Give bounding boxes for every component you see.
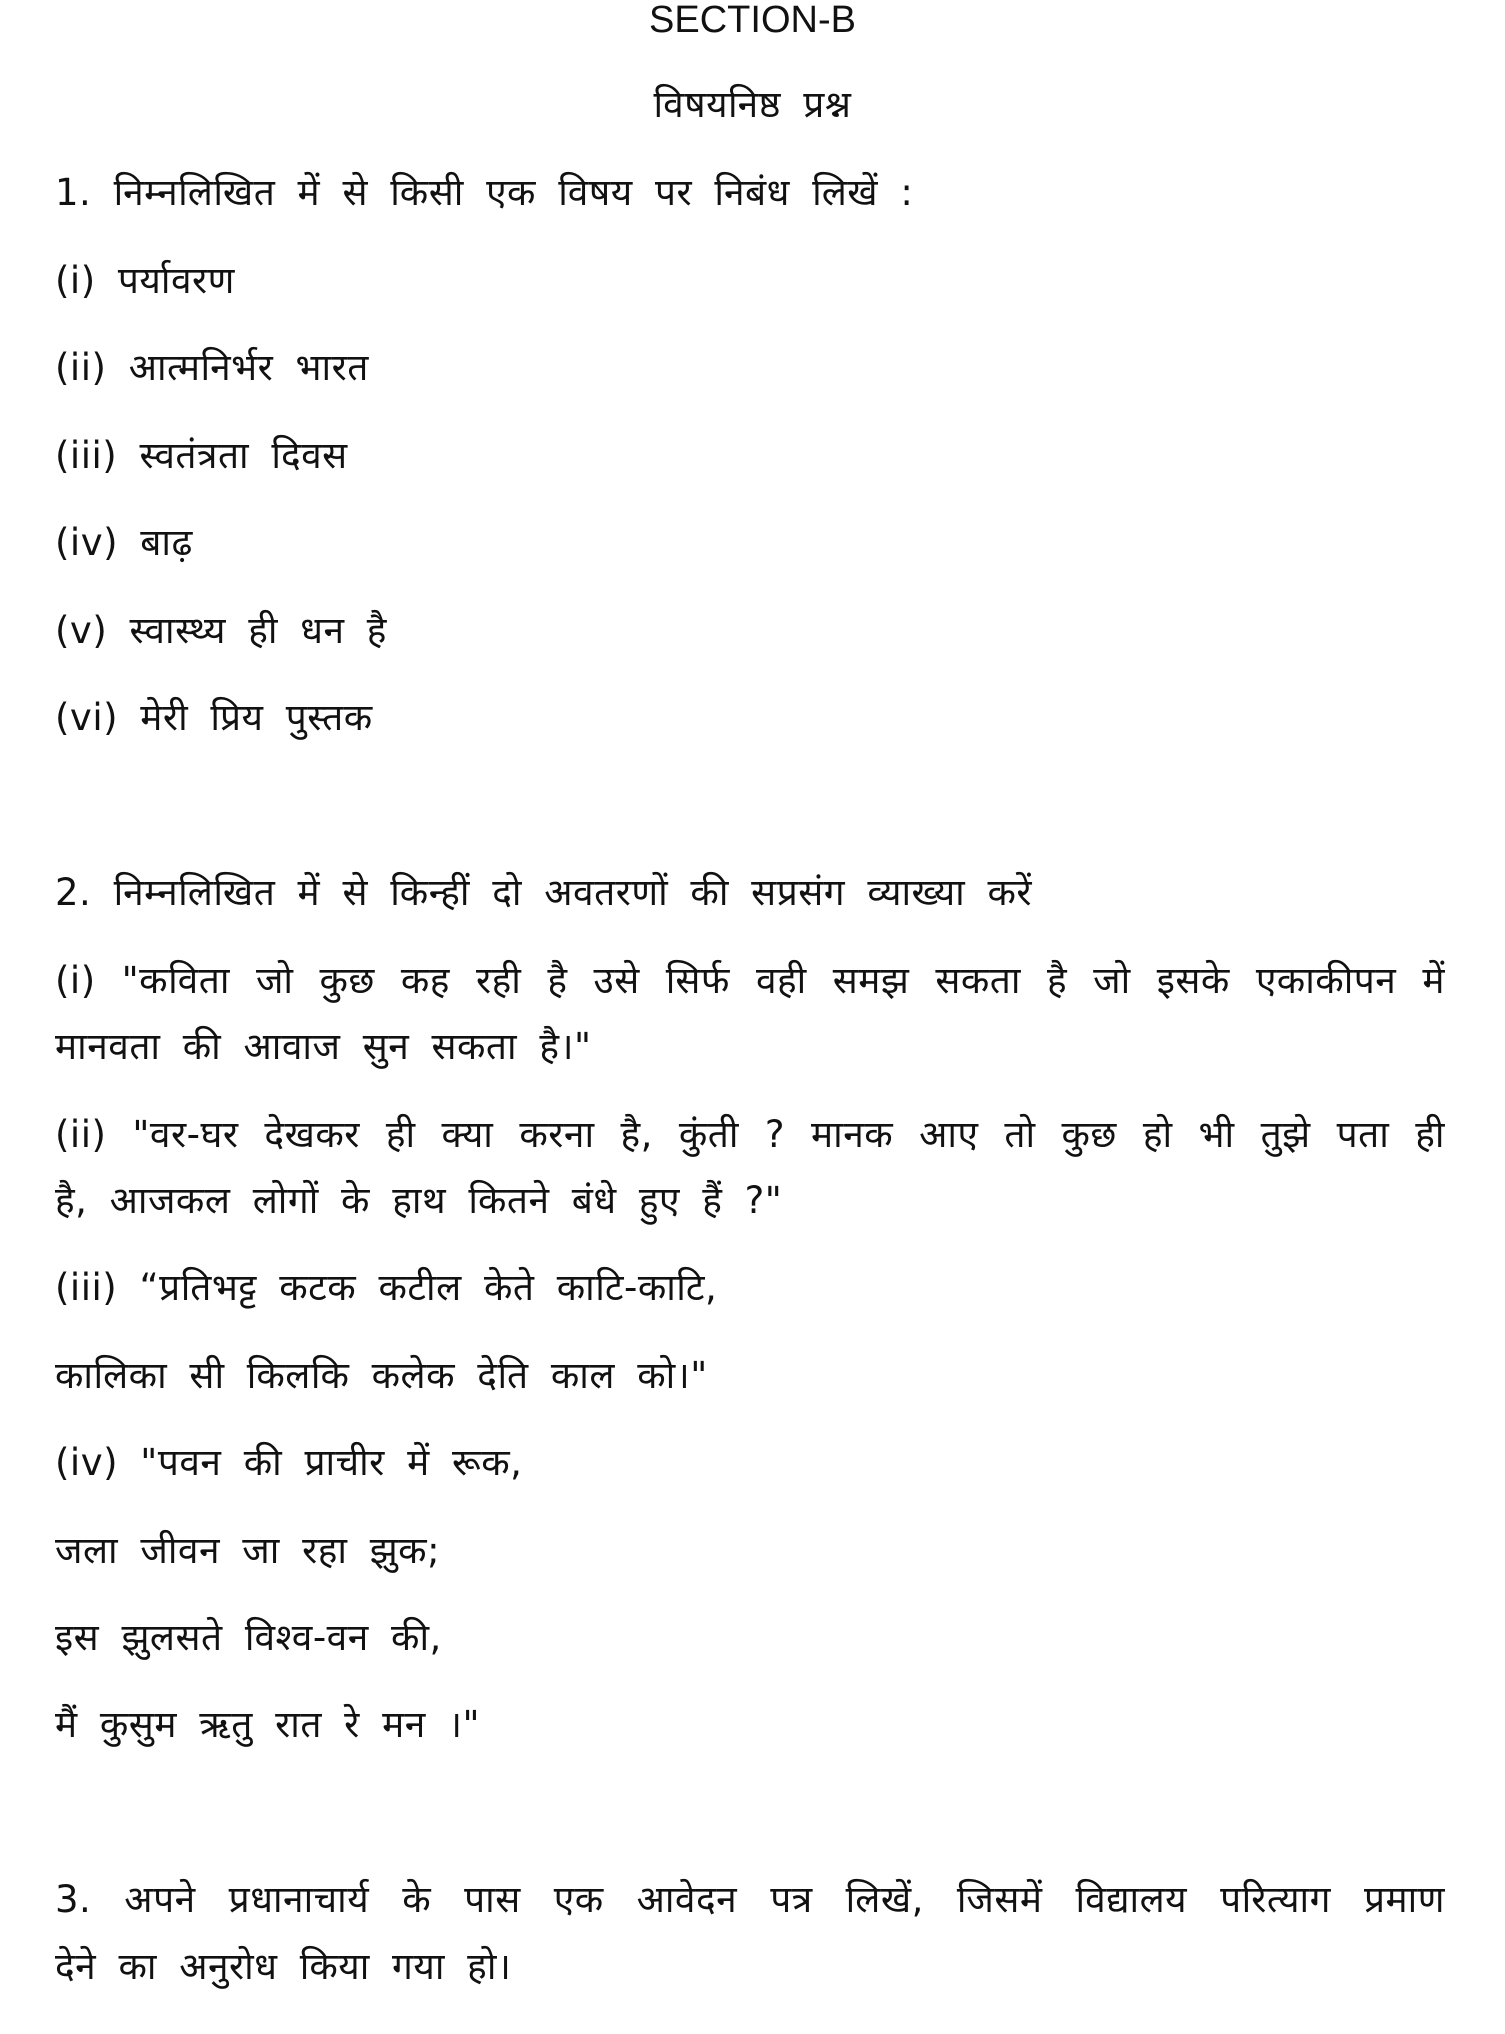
passage-3-line: कालिका सी किलकि कलेक देति काल को।"	[55, 1354, 708, 1397]
question-3-line: देने का अनुरोध किया गया हो।	[55, 1945, 512, 1988]
passage-2-line: है, आजकल लोगों के हाथ कितने बंधे हुए हैं ?"	[55, 1179, 783, 1222]
section-title: SECTION-B	[649, 0, 856, 41]
question-3-line: 3. अपने प्रधानाचार्य के पास एक आवेदन पत्र लिखें, जिसमें विद्यालय परित्याग प्रमाण	[55, 1878, 1445, 1921]
question-1-option: (v) स्वास्थ्य ही धन है	[55, 609, 387, 652]
question-2-prompt: 2. निम्नलिखित में से किन्हीं दो अवतरणों की सप्रसंग व्याख्या करें	[55, 871, 1033, 914]
passage-2-line: (ii) "वर-घर देखकर ही क्या करना है, कुंती ? मानक आए तो कुछ हो भी तुझे पता ही	[55, 1113, 1445, 1156]
passage-4-line: मैं कुसुम ऋतु रात रे मन ।"	[55, 1703, 481, 1746]
question-1-option: (ii) आत्मनिर्भर भारत	[55, 346, 369, 389]
passage-4-line: इस झुलसते विश्व-वन की,	[55, 1616, 442, 1659]
passage-4-line: जला जीवन जा रहा झुक;	[55, 1529, 441, 1572]
question-1-option: (vi) मेरी प्रिय पुस्तक	[55, 696, 373, 739]
question-1-prompt: 1. निम्नलिखित में से किसी एक विषय पर निबंध लिखें :	[55, 171, 914, 214]
question-1-option: (iv) बाढ़	[55, 521, 193, 564]
question-1-option: (i) पर्यावरण	[55, 259, 235, 302]
question-1-option: (iii) स्वतंत्रता दिवस	[55, 434, 348, 477]
passage-1-line: (i) "कविता जो कुछ कह रही है उसे सिर्फ वही समझ सकता है जो इसके एकाकीपन में	[55, 959, 1445, 1002]
passage-3-line: (iii) “प्रतिभट्ट कटक कटील केते काटि-काटि,	[55, 1266, 718, 1309]
section-subtitle: विषयनिष्ठ प्रश्न	[653, 83, 852, 126]
passage-1-line: मानवता की आवाज सुन सकता है।"	[55, 1025, 592, 1068]
passage-4-line: (iv) "पवन की प्राचीर में रूक,	[55, 1441, 523, 1484]
